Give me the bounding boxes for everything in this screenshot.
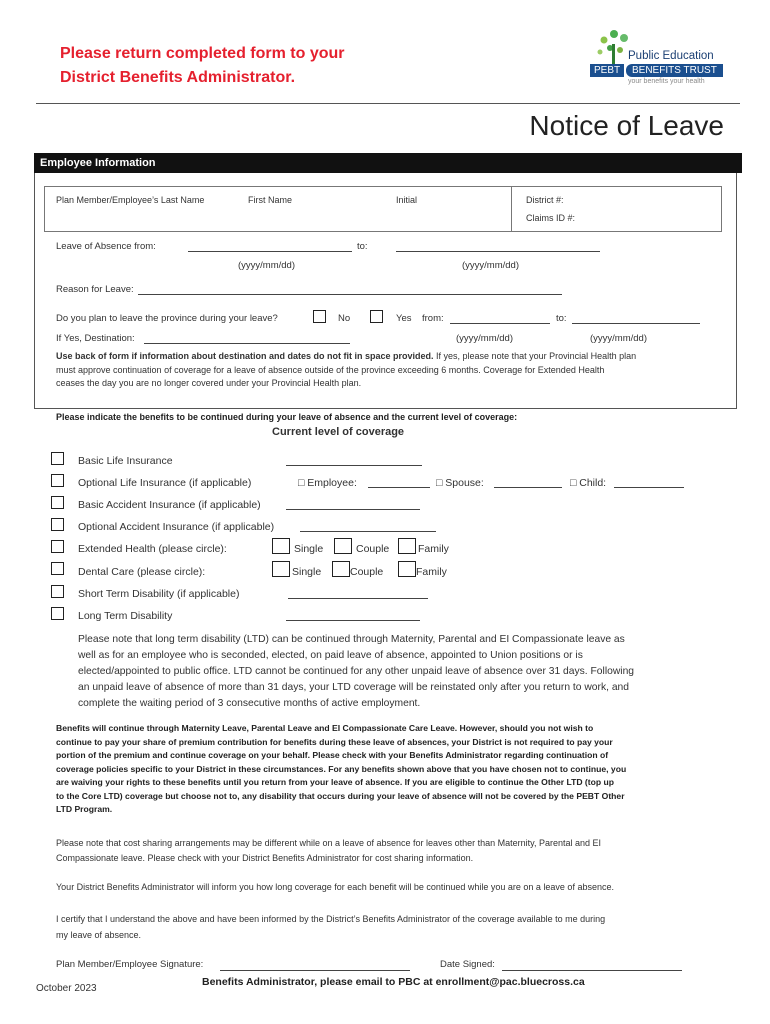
first-name-label: First Name bbox=[248, 195, 293, 205]
optional-accident-coverage-field[interactable] bbox=[300, 531, 436, 532]
yes-label: Yes bbox=[396, 313, 412, 324]
return-line-1: Please return completed form to your bbox=[60, 45, 345, 62]
bold-note-line: coverage policies specific to your District in these circumstances. For any benefits shown above that you have chosen not to continue, you bbox=[56, 763, 627, 774]
travel-to-field[interactable] bbox=[572, 323, 700, 324]
eh-couple-box[interactable] bbox=[334, 538, 352, 554]
date-signed-label: Date Signed: bbox=[440, 959, 495, 970]
ltd-note-line: complete the waiting period of 3 consecutive months of active employment. bbox=[78, 698, 421, 709]
date-format-to: (yyyy/mm/dd) bbox=[462, 260, 519, 271]
initial-label: Initial bbox=[396, 195, 418, 205]
logo-public-education: Public Education bbox=[628, 50, 714, 62]
dental-family-box[interactable] bbox=[398, 561, 416, 577]
dental-couple-label: Couple bbox=[350, 566, 384, 578]
destination-note-line-2: must approve continuation of coverage for a leave of absence outside of the province exceeding 6 months. Coverage for Extended Health bbox=[56, 364, 605, 375]
certify-note bbox=[56, 911, 746, 943]
logo-benefits-trust: BENEFITS TRUST bbox=[626, 64, 723, 77]
bold-note-line: are waiving your rights to these benefits until you return from your leave of absence. If you are eligible to continue the Other LTD (top up bbox=[56, 777, 615, 787]
leave-to-field[interactable] bbox=[396, 251, 600, 252]
basic-accident-coverage-field[interactable] bbox=[286, 509, 420, 510]
destination-note-rest: If yes, please note that your Provincial Health plan bbox=[433, 351, 637, 361]
travel-to-date-format: (yyyy/mm/dd) bbox=[590, 333, 647, 344]
benefit-checkbox-extended-health[interactable] bbox=[51, 540, 64, 553]
benefit-std: Short Term Disability (if applicable) bbox=[78, 588, 240, 600]
benefit-checkbox-dental[interactable] bbox=[51, 562, 64, 575]
bold-note-line: to the Core LTD) coverage but choose not to, any disability that occurs during your leave of absence will not be covered by the PEBT Other bbox=[56, 790, 625, 801]
benefit-dental: Dental Care (please circle): bbox=[78, 566, 206, 578]
return-instruction bbox=[60, 42, 345, 90]
last-name-label: Plan Member/Employee’s Last Name bbox=[56, 195, 205, 205]
certify-note-line: I certify that I understand the above and have been informed by the District’s Benefits Administrator of the coverage available to me during bbox=[56, 914, 606, 924]
benefit-checkbox-optional-accident[interactable] bbox=[51, 518, 64, 531]
dental-family-label: Family bbox=[416, 566, 447, 578]
eh-family-label: Family bbox=[418, 543, 449, 555]
date-signed-field[interactable] bbox=[502, 970, 682, 971]
cost-sharing-note bbox=[56, 836, 746, 866]
destination-field[interactable] bbox=[144, 343, 350, 344]
benefit-checkbox-basic-life[interactable] bbox=[51, 452, 64, 465]
page-title: Notice of Leave bbox=[529, 110, 724, 141]
certify-note-line: my leave of absence. bbox=[56, 930, 142, 940]
ltd-note-line: elected/appointed to public office. LTD cannot be continued for any other unpaid leave of absence over 31 days. Following bbox=[78, 666, 635, 677]
dental-couple-box[interactable] bbox=[332, 561, 350, 577]
no-label: No bbox=[338, 313, 351, 324]
ltd-note bbox=[78, 632, 728, 712]
footer-date: October 2023 bbox=[36, 983, 97, 994]
district-label: District #: bbox=[526, 195, 564, 205]
eh-single-box[interactable] bbox=[272, 538, 290, 554]
leave-from-field[interactable] bbox=[188, 251, 352, 252]
destination-note bbox=[56, 350, 726, 391]
signature-field[interactable] bbox=[220, 970, 410, 971]
destination-label: If Yes, Destination: bbox=[56, 333, 135, 344]
destination-note-bold: Use back of form if information about destination and dates do not fit in space provided. bbox=[56, 351, 434, 361]
dental-single-box[interactable] bbox=[272, 561, 290, 577]
spouse-coverage-label: □ Spouse: bbox=[436, 477, 484, 489]
return-line-2: District Benefits Administrator. bbox=[60, 69, 296, 86]
reason-field[interactable] bbox=[138, 294, 562, 295]
reason-label: Reason for Leave: bbox=[56, 284, 134, 295]
leave-from-label: Leave of Absence from: bbox=[56, 241, 156, 252]
benefit-basic-accident: Basic Accident Insurance (if applicable) bbox=[78, 499, 261, 511]
header-divider bbox=[36, 103, 740, 104]
logo-tagline: your benefits your health bbox=[628, 78, 705, 85]
benefit-optional-life: Optional Life Insurance (if applicable) bbox=[78, 477, 252, 489]
child-coverage-field[interactable] bbox=[614, 487, 684, 488]
benefit-checkbox-optional-life[interactable] bbox=[51, 474, 64, 487]
travel-from-date-format: (yyyy/mm/dd) bbox=[456, 333, 513, 344]
cost-note-line: Compassionate leave. Please check with your District Benefits Administrator for cost sharing information. bbox=[56, 853, 474, 863]
basic-life-coverage-field[interactable] bbox=[286, 465, 422, 466]
ltd-note-line: an unpaid leave of absence of more than 31 days, your LTD coverage will be reinstated only after you return to work, and bbox=[78, 682, 630, 693]
destination-note-line-3: ceases the day you are no longer covered under your Provincial Health plan. bbox=[56, 378, 362, 388]
cost-note-line: Please note that cost sharing arrangements may be different while on a leave of absence for leaves other than Maternity, Parental and EI bbox=[56, 838, 601, 848]
spouse-coverage-field[interactable] bbox=[494, 487, 562, 488]
travel-to-label: to: bbox=[556, 313, 567, 324]
eh-couple-label: Couple bbox=[356, 543, 390, 555]
date-format-from: (yyyy/mm/dd) bbox=[238, 260, 295, 271]
inform-note: Your District Benefits Administrator will inform you how long coverage for each benefit will be continued while you are on a leave of absence. bbox=[56, 882, 614, 892]
bold-note-line: Benefits will continue through Maternity Leave, Parental Leave and EI Compassionate Care Leave. However, should you not wish to bbox=[56, 723, 594, 733]
province-question: Do you plan to leave the province during your leave? bbox=[56, 313, 278, 324]
section-header-employee: Employee Information bbox=[34, 153, 742, 173]
no-checkbox[interactable] bbox=[313, 310, 326, 323]
travel-from-field[interactable] bbox=[450, 323, 550, 324]
claims-id-label: Claims ID #: bbox=[526, 213, 576, 223]
std-coverage-field[interactable] bbox=[288, 598, 428, 599]
name-box bbox=[44, 186, 722, 232]
benefit-ltd: Long Term Disability bbox=[78, 610, 173, 622]
section-divider bbox=[34, 408, 737, 409]
logo-pebt: PEBT bbox=[590, 64, 624, 77]
benefits-intro: Please indicate the benefits to be continued during your leave of absence and the current level of coverage: bbox=[56, 412, 518, 422]
benefit-basic-life: Basic Life Insurance bbox=[78, 455, 173, 467]
employee-coverage-label: □ Employee: bbox=[298, 477, 357, 489]
benefits-continuation-note bbox=[56, 722, 746, 817]
ltd-coverage-field[interactable] bbox=[286, 620, 420, 621]
benefit-checkbox-basic-accident[interactable] bbox=[51, 496, 64, 509]
employee-coverage-field[interactable] bbox=[368, 487, 430, 488]
benefit-checkbox-ltd[interactable] bbox=[51, 607, 64, 620]
child-coverage-label: □ Child: bbox=[570, 477, 607, 489]
bold-note-line: portion of the premium and continue coverage on your behalf. Please check with your Benefits Administrator regarding continuation of bbox=[56, 750, 609, 760]
from-label: from: bbox=[422, 313, 444, 324]
benefit-extended-health: Extended Health (please circle): bbox=[78, 543, 227, 555]
dental-single-label: Single bbox=[292, 566, 322, 578]
benefit-optional-accident: Optional Accident Insurance (if applicable) bbox=[78, 521, 275, 533]
eh-single-label: Single bbox=[294, 543, 324, 555]
bold-note-line: LTD Program. bbox=[56, 804, 113, 814]
current-level-heading: Current level of coverage bbox=[272, 426, 405, 438]
signature-label: Plan Member/Employee Signature: bbox=[56, 959, 204, 970]
ltd-note-line: well as for an employee who is seconded, elected, on paid leave of absence, appointed to Union positions or is bbox=[78, 650, 583, 661]
leave-to-label: to: bbox=[357, 241, 368, 252]
eh-family-box[interactable] bbox=[398, 538, 416, 554]
yes-checkbox[interactable] bbox=[370, 310, 383, 323]
benefit-checkbox-std[interactable] bbox=[51, 585, 64, 598]
bold-note-line: continue to pay your share of premium contribution for benefits during these leave of absences, your District is not required to pay your bbox=[56, 736, 613, 747]
footer-email-note: Benefits Administrator, please email to PBC at enrollment@pac.bluecross.ca bbox=[202, 976, 585, 988]
ltd-note-line: Please note that long term disability (LTD) can be continued through Maternity, Parental and EI Compassionate leave as bbox=[78, 634, 625, 645]
